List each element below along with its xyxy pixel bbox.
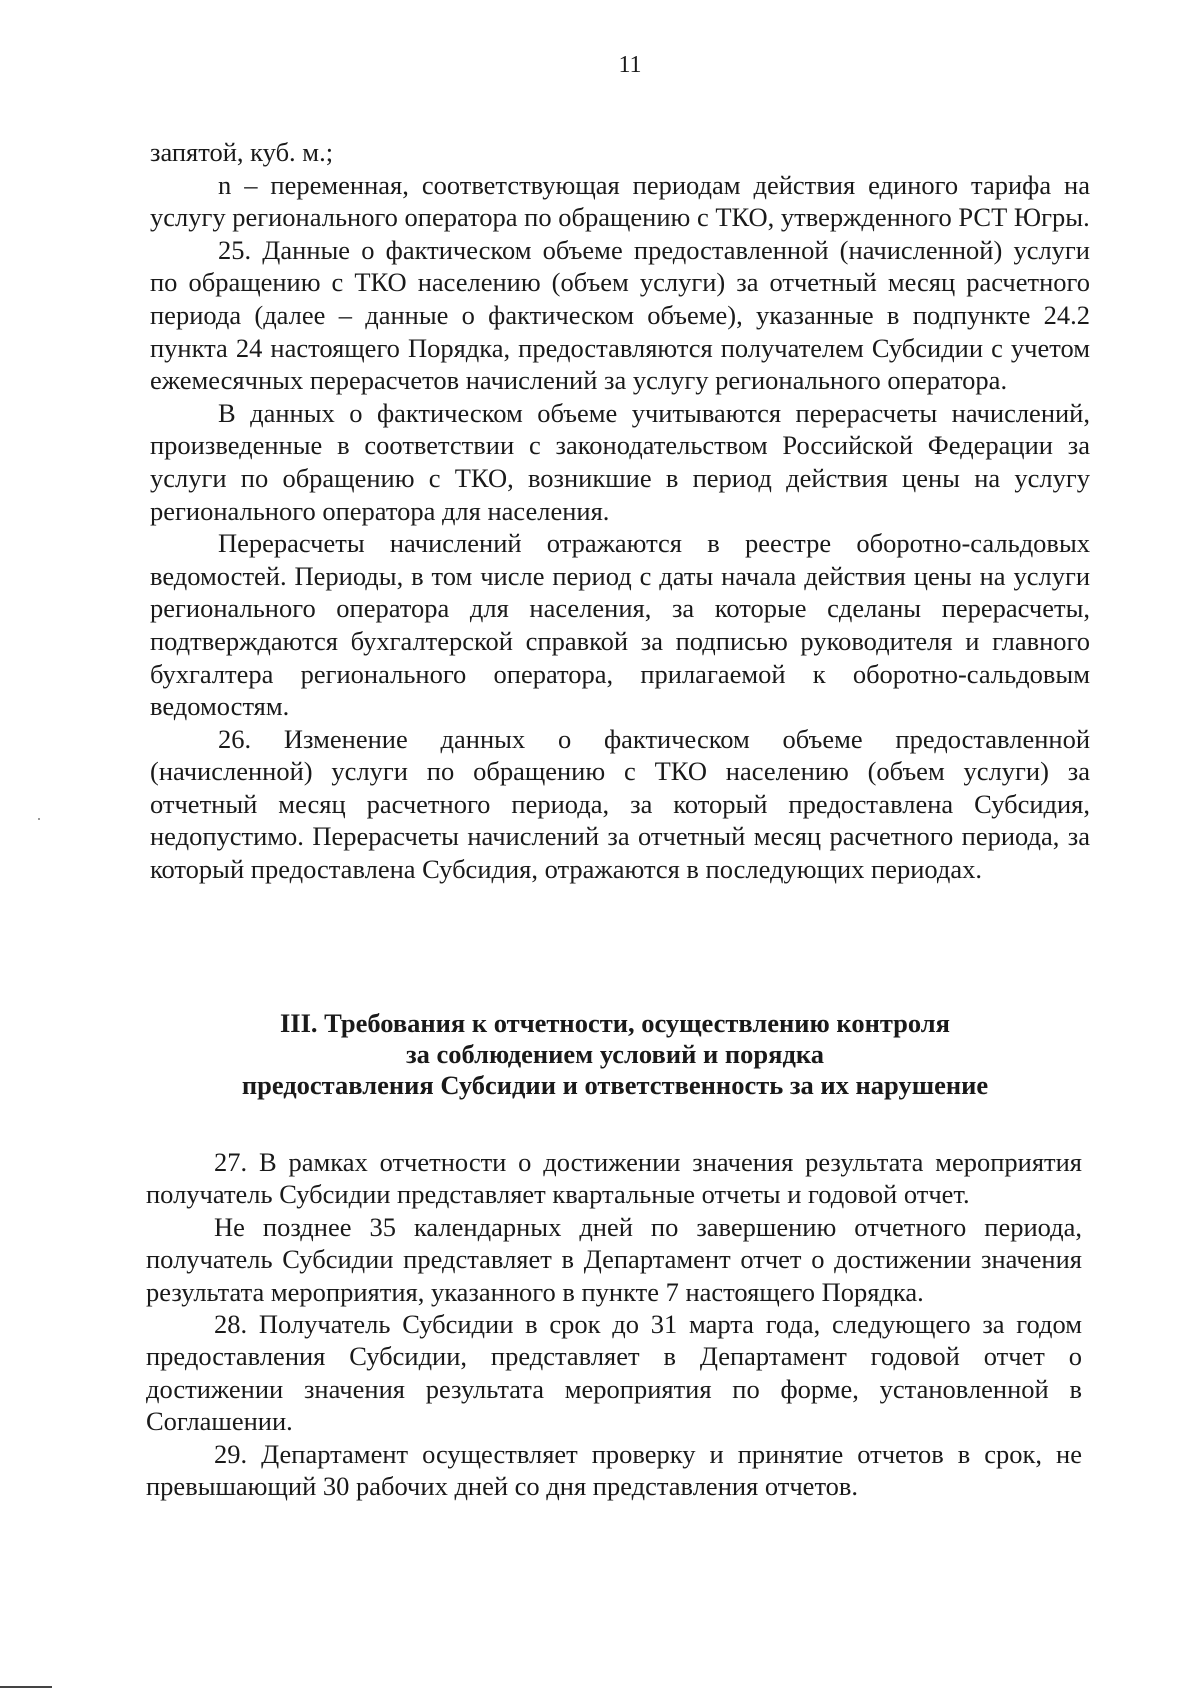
page-number: 11 — [618, 52, 642, 78]
paragraph-recalculations: В данных о фактическом объеме учитываются перерасчеты начислений, произведенные в соответствии с законодательством Российской Федерации за услуги по обращению с ТКО, возникшие в период действия цены на услугу регионального оператора для населения. — [150, 397, 1090, 526]
paragraph-report-deadline: Не позднее 35 календарных дней по завершению отчетного периода, получатель Субсидии представляет в Департамент отчет о достижении значения результата мероприятия, указанного в пункте 7 настоящего Порядка. — [146, 1211, 1082, 1307]
footer-rule — [0, 1686, 52, 1688]
paragraph-item-25: 25. Данные о фактическом объеме предоставленной (начисленной) услуги по обращению с ТКО населению (объем услуги) за отчетный месяц расчетного периода (далее – данные о фактическом объеме), указанные в подпункте 24.2 пункта 24 настоящего Порядка, предоставляются получателем Субсидии с учетом ежемесячных перерасчетов начислений за услугу регионального оператора. — [150, 234, 1090, 396]
scan-artifact-dot — [38, 818, 40, 820]
paragraph-recalculations-registry: Перерасчеты начислений отражаются в реестре оборотно-сальдовых ведомостей. Периоды, в том числе период с даты начала действия цены на услуги регионального оператора для населения, за которые сделаны перерасчеты, подтверждаются бухгалтерской справкой за подписью руководителя и главного бухгалтера регионального оператора, прилагаемой к оборотно-сальдовым ведомостям. — [150, 528, 1090, 722]
paragraph-item-28: 28. Получатель Субсидии в срок до 31 марта года, следующего за годом предоставления Субсидии, представляет в Департамент годовой отчет о достижении значения результата мероприятия по форме, установленной в Соглашении. — [146, 1309, 1082, 1437]
paragraph-variable-n: n – переменная, соответствующая периодам действия единого тарифа на услугу регионального оператора по обращению с ТКО, утвержденного РСТ Югры. — [150, 169, 1090, 233]
body-text-top — [150, 136, 1090, 886]
paragraph-item-27: 27. В рамках отчетности о достижении значения результата мероприятия получатель Субсидии представляет квартальные отчеты и годовой отчет. — [146, 1147, 1082, 1210]
paragraph-item-26: 26. Изменение данных о фактическом объеме предоставленной (начисленной) услуги по обращению с ТКО населению (объем услуги) за отчетный месяц расчетного периода, за который предоставлена Субсидия, недопустимо. Перерасчеты начислений за отчетный месяц расчетного периода, за который предоставлена Субсидия, отражаются в последующих периодах. — [150, 723, 1090, 885]
section-heading-line-3: предоставления Субсидии и ответственность за их нарушение — [241, 1070, 989, 1100]
body-text-bottom — [146, 1146, 1082, 1502]
section-heading — [140, 1008, 1090, 1101]
section-heading-line-1: III. Требования к отчетности, осуществлению контроля — [279, 1008, 951, 1038]
paragraph-continuation: запятой, куб. м.; — [150, 137, 334, 167]
paragraph-item-29: 29. Департамент осуществляет проверку и принятие отчетов в срок, не превышающий 30 рабочих дней со дня представления отчетов. — [146, 1438, 1082, 1502]
section-heading-line-2: за соблюдением условий и порядка — [405, 1039, 824, 1069]
